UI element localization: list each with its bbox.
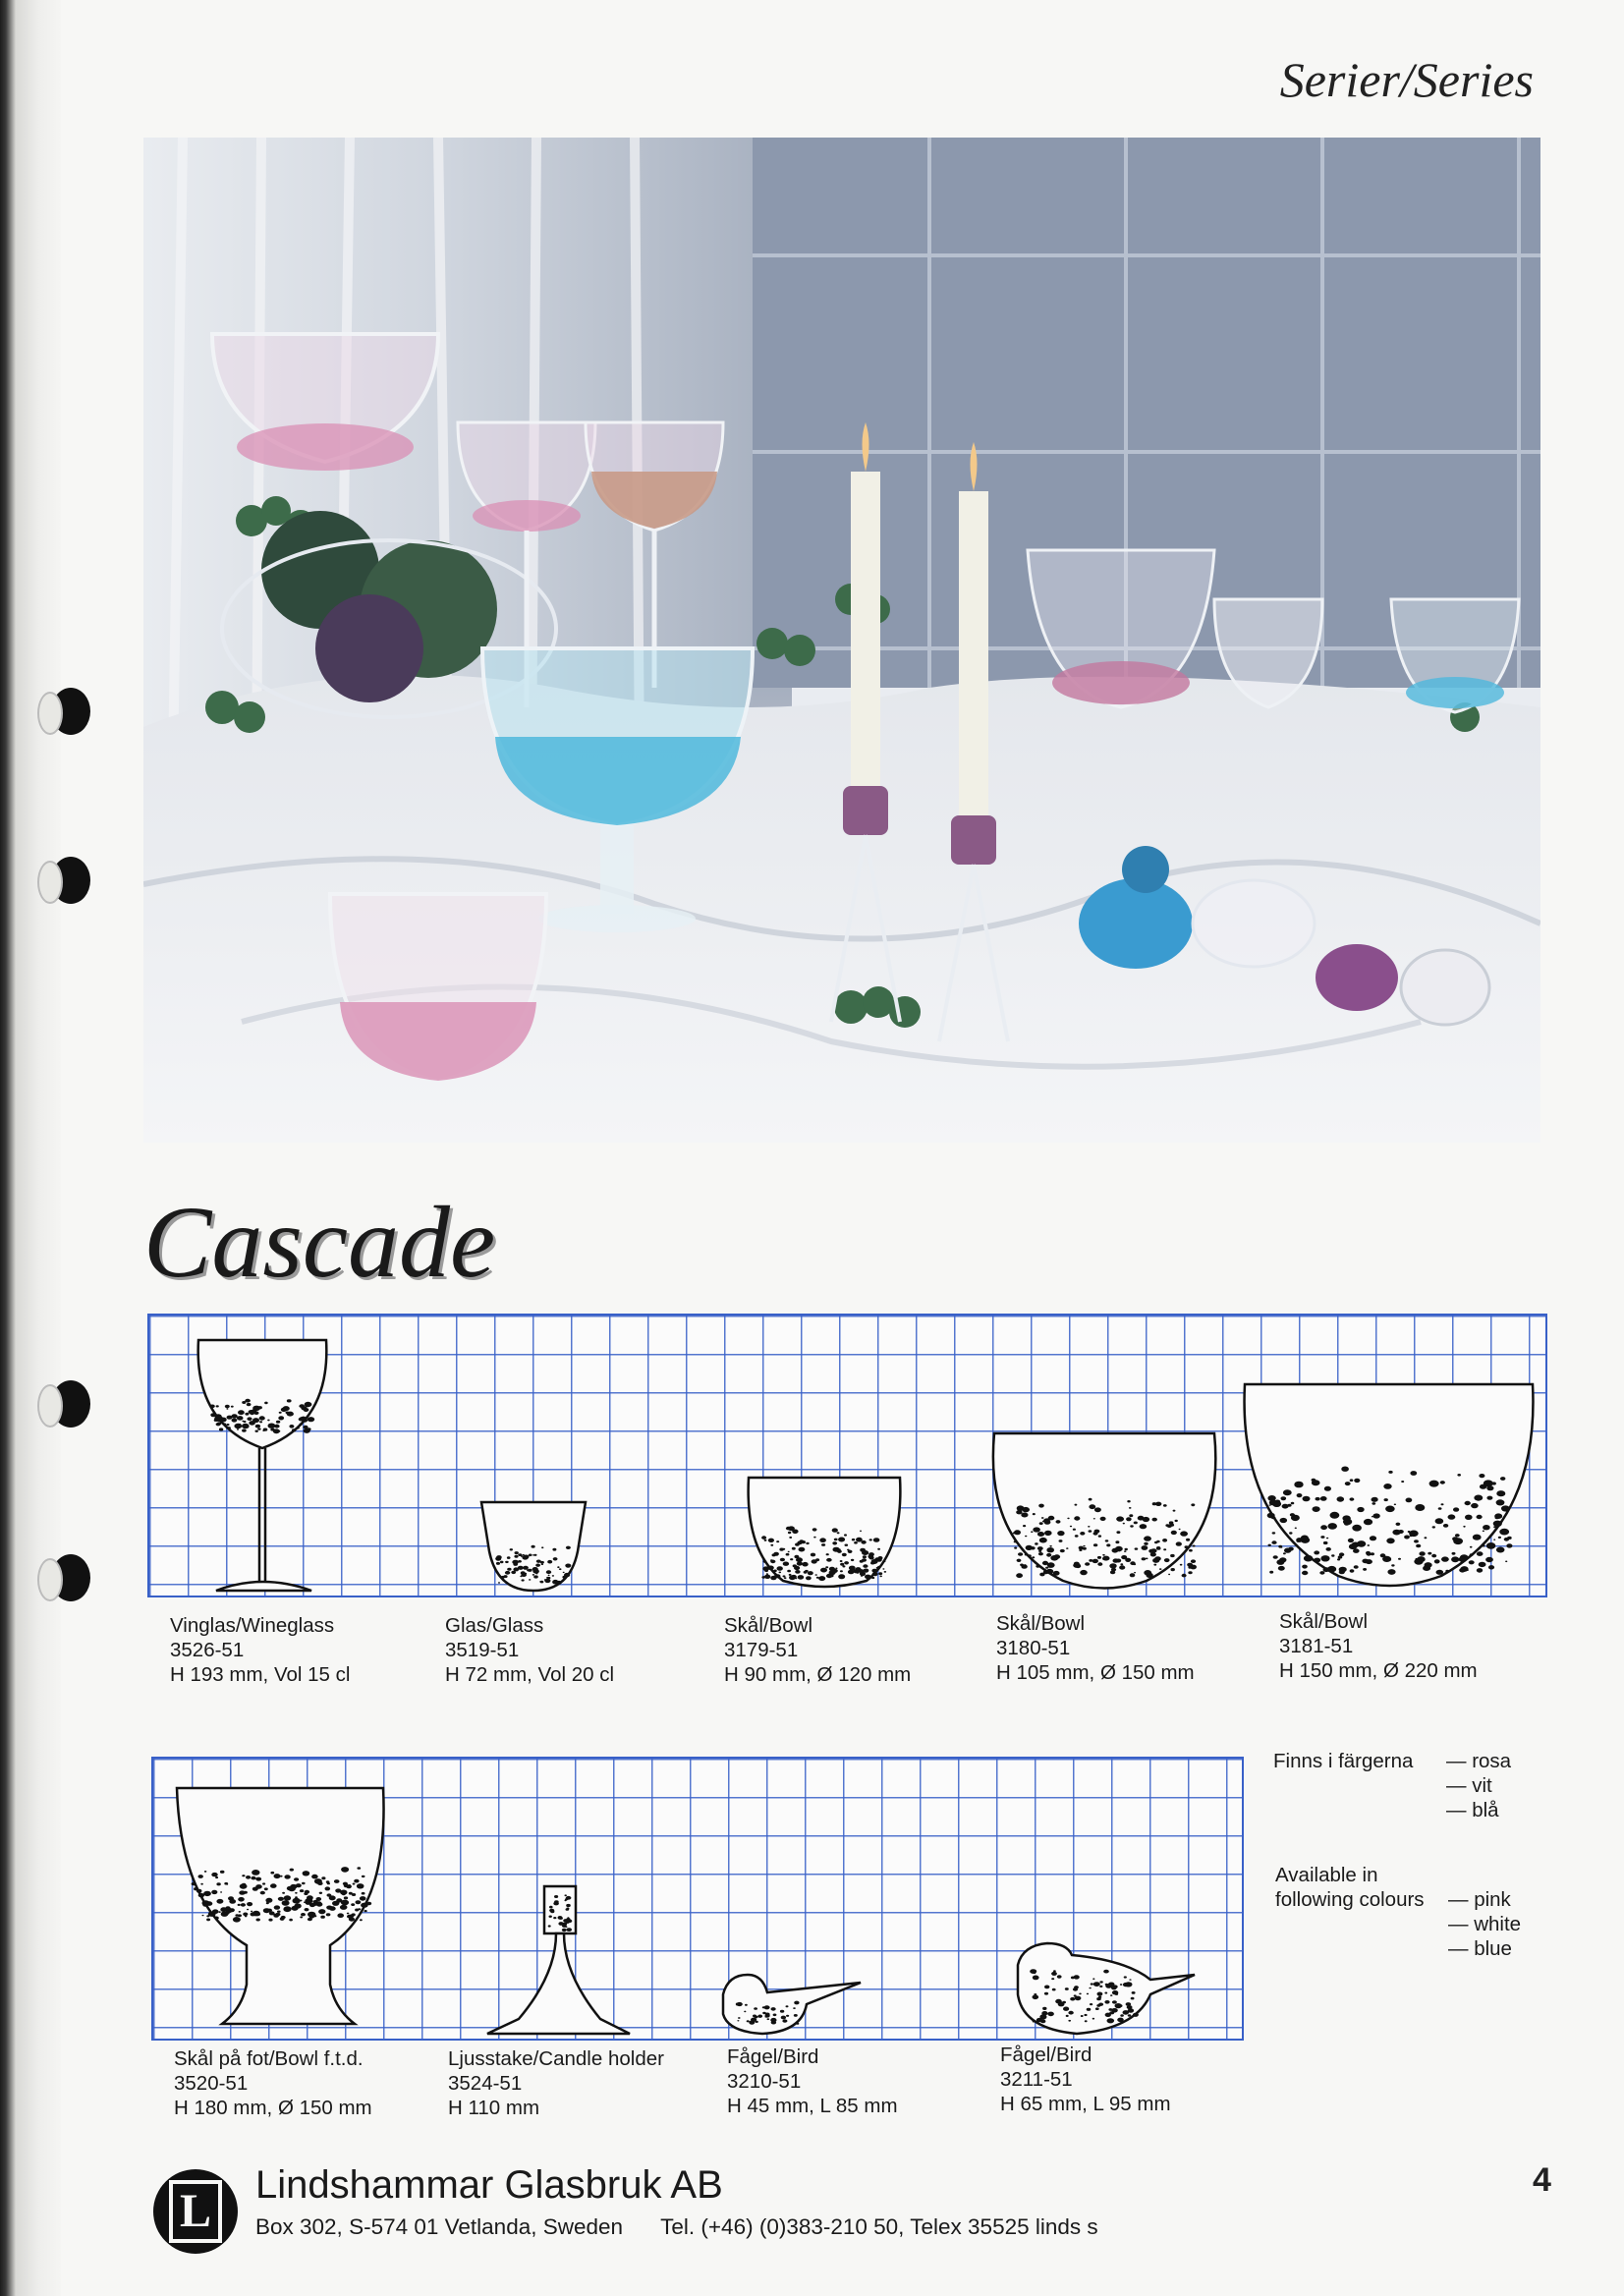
company-logo — [153, 2169, 238, 2254]
binder-hole — [51, 688, 90, 735]
binder-hole — [51, 1380, 90, 1428]
company-name: Lindshammar Glasbruk AB — [255, 2163, 723, 2207]
binder-edge — [0, 0, 61, 2296]
company-contact: Tel. (+46) (0)383-210 50, Telex 35525 linds s — [660, 2214, 1098, 2239]
colors-english — [1275, 1863, 1550, 1960]
binder-hole — [51, 1554, 90, 1601]
item-caption-footed-bowl: Skål på fot/Bowl f.t.d. 3520-51 H 180 mm, Ø 150 mm — [174, 2047, 372, 2119]
colors-english-label: following colours — [1275, 1888, 1425, 1911]
item-caption-wineglass: Vinglas/Wineglass 3526-51 H 193 mm, Vol 15 cl — [170, 1614, 351, 1686]
drawing-grid-top — [147, 1314, 1547, 1597]
item-caption-bowl-3179: Skål/Bowl 3179-51 H 90 mm, Ø 120 mm — [724, 1614, 912, 1686]
product-photo — [143, 138, 1540, 1143]
colors-swedish-label: Finns i färgerna — [1273, 1750, 1414, 1772]
colors-swedish — [1273, 1749, 1548, 1827]
binder-hole — [51, 857, 90, 904]
company-address — [255, 2214, 1098, 2240]
item-caption-glass: Glas/Glass 3519-51 H 72 mm, Vol 20 cl — [445, 1614, 615, 1686]
product-title: Cascade — [143, 1186, 496, 1299]
color-item: — vit — [1446, 1774, 1492, 1797]
color-item: — blue — [1448, 1937, 1512, 1960]
logo-mark: L — [169, 2180, 222, 2243]
color-item: — pink — [1448, 1888, 1511, 1911]
photo-illustration — [143, 138, 1540, 1143]
drawing-grid-bottom — [151, 1757, 1244, 2041]
series-header: Serier/Series — [1279, 52, 1534, 107]
item-caption-bowl-3180: Skål/Bowl 3180-51 H 105 mm, Ø 150 mm — [996, 1612, 1195, 1684]
color-item: — blå — [1446, 1799, 1499, 1821]
color-item: — rosa — [1446, 1750, 1512, 1772]
item-caption-bowl-3181: Skål/Bowl 3181-51 H 150 mm, Ø 220 mm — [1279, 1610, 1478, 1682]
page-number: 4 — [1533, 2161, 1551, 2199]
company-postal-address: Box 302, S-574 01 Vetlanda, Sweden — [255, 2214, 624, 2239]
line-drawings-bottom — [153, 1759, 1242, 2039]
item-caption-bird-3211: Fågel/Bird 3211-51 H 65 mm, L 95 mm — [1000, 2044, 1171, 2115]
item-caption-bird-3210: Fågel/Bird 3210-51 H 45 mm, L 85 mm — [727, 2045, 898, 2117]
item-caption-candle-holder: Ljusstake/Candle holder 3524-51 H 110 mm — [448, 2047, 664, 2119]
colors-english-label: Available in — [1275, 1864, 1378, 1886]
line-drawings-top — [149, 1316, 1545, 1596]
color-item: — white — [1448, 1913, 1522, 1935]
